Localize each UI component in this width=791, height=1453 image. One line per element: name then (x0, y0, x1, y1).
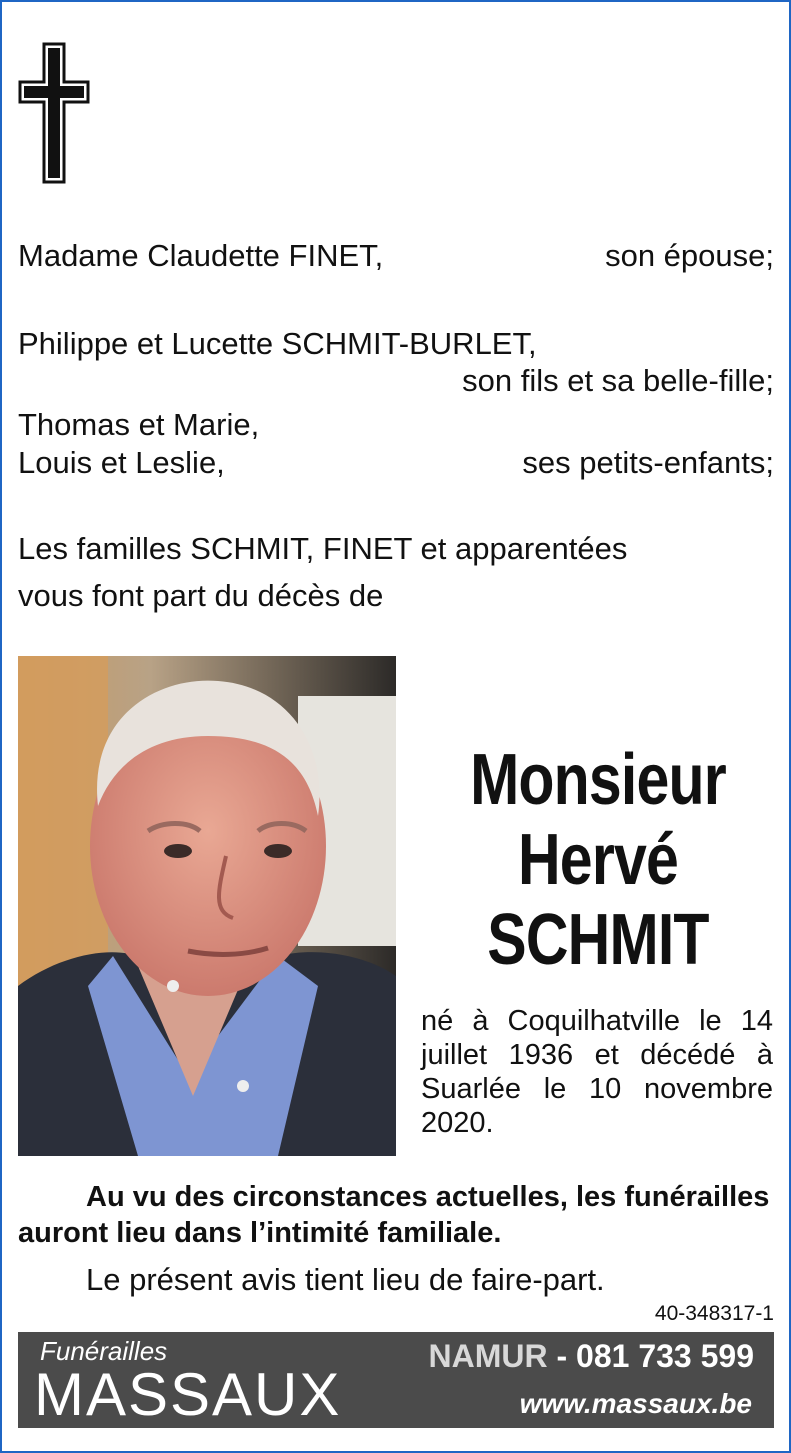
son-name: Philippe et Lucette SCHMIT-BURLET, (18, 326, 537, 361)
family-line-spouse (18, 237, 383, 275)
son-relation: son fils et sa belle-fille; (462, 363, 774, 398)
families-line: Les familles SCHMIT, FINET et apparentées (18, 531, 628, 566)
cross-icon (18, 42, 90, 184)
separator: - (556, 1338, 568, 1374)
closing-line: Le présent avis tient lieu de faire-part. (86, 1262, 605, 1297)
grandchildren-name-1: Thomas et Marie, (18, 407, 260, 442)
city: NAMUR (428, 1338, 548, 1374)
funeral-notice-line-2: auront lieu dans l’intimité familiale. (18, 1217, 502, 1249)
deceased-name-block (452, 740, 744, 980)
phone-number: 081 733 599 (576, 1338, 754, 1374)
brand-small: Funérailles (40, 1336, 168, 1366)
brand-large: MASSAUX (34, 1361, 342, 1428)
deceased-title: Monsieur (470, 740, 726, 820)
spouse-relation: son épouse; (605, 238, 774, 273)
spouse-name: Madame Claudette FINET, (18, 238, 384, 273)
funeral-home-banner (18, 1332, 774, 1428)
portrait-photo (18, 656, 396, 1156)
grandchildren-name-2: Louis et Leslie, (18, 445, 225, 480)
deceased-last-name: SCHMIT (487, 900, 709, 980)
announcement-line: vous font part du décès de (18, 578, 384, 613)
portrait-illustration (18, 656, 396, 1156)
deceased-bio: né à Coquilhatville le 14 juillet 1936 et décédé à Suarlée le 10 novembre 2020. (421, 1005, 773, 1139)
funeral-notice-line-1: Au vu des circonstances actuelles, les funérailles (86, 1181, 770, 1213)
contact-line (429, 1338, 754, 1375)
grandchildren-relation: ses petits-enfants; (522, 445, 774, 480)
reference-number: 40-348317-1 (654, 1302, 774, 1325)
deceased-first-name: Hervé (517, 820, 679, 900)
website-link[interactable]: www.massaux.be (519, 1388, 752, 1419)
